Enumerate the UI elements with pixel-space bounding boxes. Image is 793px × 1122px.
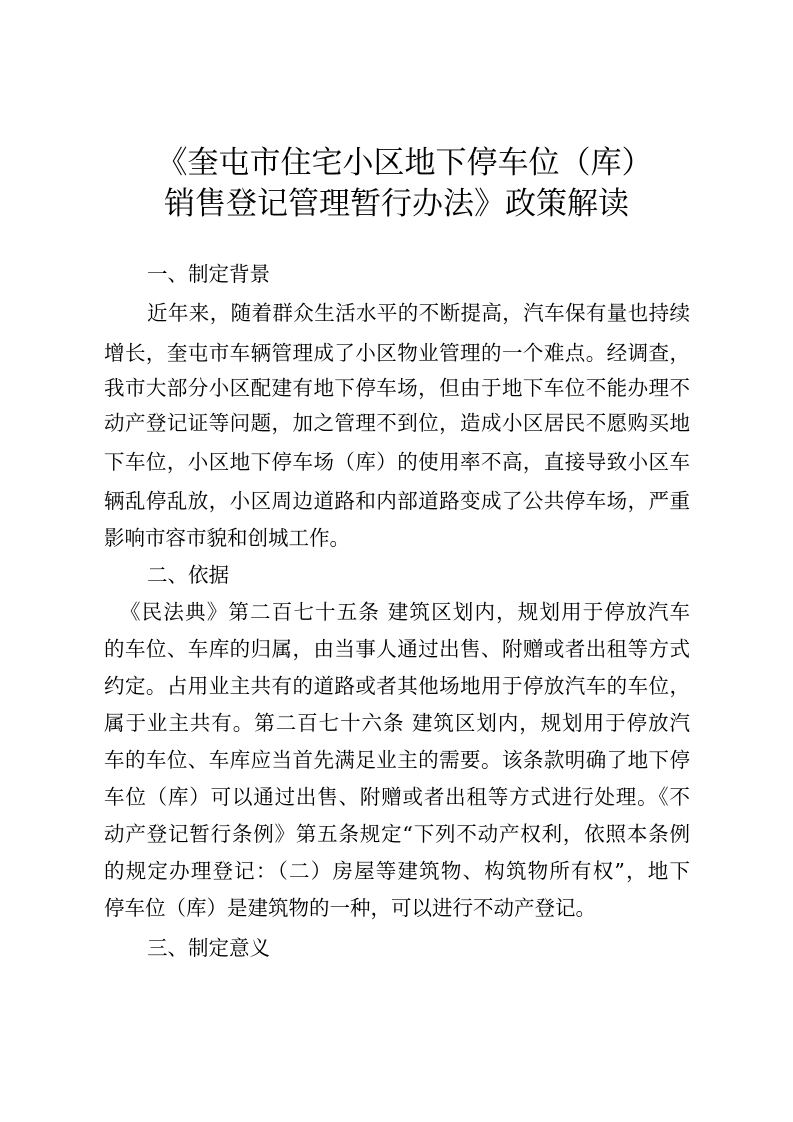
paragraph-line: 停车位（库）是建筑物的一种，可以进行不动产登记。	[104, 896, 596, 920]
paragraph-line: 车位（库）可以通过出售、附赠或者出租等方式进行处理。《不	[104, 785, 690, 809]
section-heading-background: 一、制定背景	[147, 262, 270, 286]
paragraph-line: 增长，奎屯市车辆管理成了小区物业管理的一个难点。经调查，	[104, 341, 690, 365]
paragraph-line: 属于业主共有。第二百七十六条 建筑区划内，规划用于停放汽	[104, 711, 690, 735]
paragraph-line: 约定。占用业主共有的道路或者其他场地用于停放汽车的车位，	[104, 674, 690, 698]
document-title-line-2: 销售登记管理暂行办法》政策解读	[164, 186, 629, 222]
paragraph-line: 的规定办理登记：（二）房屋等建筑物、构筑物所有权”，地下	[104, 859, 690, 883]
paragraph-line: 车的车位、车库应当首先满足业主的需要。该条款明确了地下停	[104, 748, 690, 772]
paragraph-line: 近年来，随着群众生活水平的不断提高，汽车保有量也持续	[147, 301, 690, 325]
paragraph-line: 我市大部分小区配建有地下停车场，但由于地下车位不能办理不	[104, 376, 690, 400]
paragraph-line: 的车位、车库的归属，由当事人通过出售、附赠或者出租等方式	[104, 637, 690, 661]
section-heading-significance: 三、制定意义	[147, 936, 270, 960]
paragraph-line: 影响市容市貌和创城工作。	[104, 526, 350, 550]
paragraph-line: 下车位，小区地下停车场（库）的使用率不高，直接导致小区车	[104, 450, 690, 474]
document-title-line-1: 《奎屯市住宅小区地下停车位（库）	[156, 145, 653, 181]
section-heading-basis: 二、依据	[147, 563, 229, 587]
paragraph-line: 动产登记暂行条例》第五条规定“下列不动产权利，依照本条例	[104, 822, 690, 846]
paragraph-line: 动产登记证等问题，加之管理不到位，造成小区居民不愿购买地	[104, 411, 690, 435]
paragraph-line: 辆乱停乱放，小区周边道路和内部道路变成了公共停车场，严重	[104, 489, 690, 513]
paragraph-line: 《民法典》第二百七十五条 建筑区划内，规划用于停放汽车	[120, 600, 690, 624]
